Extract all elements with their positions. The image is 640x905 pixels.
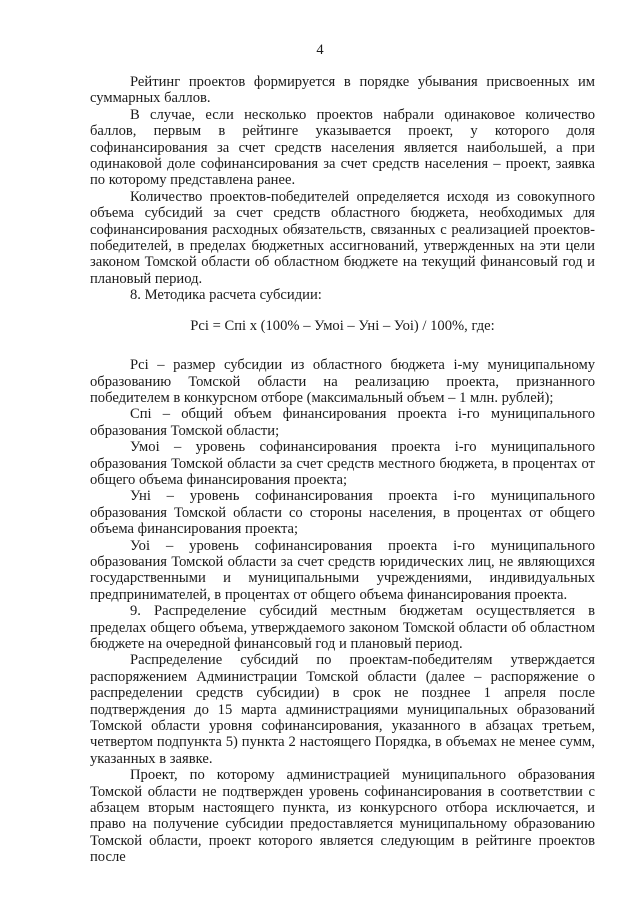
definition-uni: Унi – уровень софинансирования проекта i-го муниципального образования Томской области со стороны населения, в процентах от общего объема финансирования проекта; [90,488,595,538]
paragraph-project-exclusion: Проект, по которому администрацией муниципального образования Томской области не подтвержден уровень софинансирования в соответствии с абзацем вторым настоящего пункта, из конкурсного отбора исключается, и право на получение субсидии предоставляется муниципальному образованию Томской области, проект которого является следующим в рейтинге проектов после [90,767,595,866]
paragraph-rating-order: Рейтинг проектов формируется в порядке убывания присвоенных им суммарных баллов. [90,74,595,107]
definition-spi: Спi – общий объем финансирования проекта i-го муниципального образования Томской области; [90,406,595,439]
definition-rsi: Рсi – размер субсидии из областного бюджета i-му муниципальному образованию Томской области на реализацию проекта, признанного победителем в конкурсном отборе (максимальный объем – 1 млн. рублей); [90,357,595,406]
paragraph-distribution-order: Распределение субсидий по проектам-победителям утверждается распоряжением Администрации Томской области (далее – распоряжение о распределении средств субсидии) в срок не позднее 1 апреля после подтверждения до 15 марта администрациями муниципальных образований Томской области уровня софинансирования, указанного в абзацах третьем, четвертом подпункта 5) пункта 2 настоящего Порядка, в объемах не менее сумм, указанных в заявке. [90,652,595,767]
definition-umoi: Умоi – уровень софинансирования проекта i-го муниципального образования Томской области за счет средств местного бюджета, в процентах от общего объема финансирования проекта; [90,439,595,488]
page-number: 4 [316,42,324,58]
subsidy-formula: Рсi = Спi x (100% – Умоi – Унi – Уоi) / 100%, где: [190,317,495,334]
document-body [90,74,595,866]
paragraph-methodology-heading: 8. Методика расчета субсидии: [130,287,322,304]
paragraph-distribution-limits: 9. Распределение субсидий местным бюджетам осуществляется в пределах общего объема, утверждаемого законом Томской области об областном бюджете на очередной финансовый год и плановый период. [90,603,595,652]
paragraph-equal-score-rule: В случае, если несколько проектов набрали одинаковое количество баллов, первым в рейтинге указывается проект, у которого доля софинансирования за счет средств населения является наибольшей, а при одинаковой доле софинансирования за счет средств населения – проект, заявка по которому представлена ранее. [90,106,595,189]
definition-uoi: Уоi – уровень софинансирования проекта i-го муниципального образования Томской области за счет средств юридических лиц, не являющихся государственными и муниципальными учреждениями, индивидуальных предпринимателей, в процентах от общего объема финансирования проекта. [90,537,595,603]
paragraph-winners-count: Количество проектов-победителей определяется исходя из совокупного объема субсидий за счет средств областного бюджета, необходимых для софинансирования расходных обязательств, связанных с реализацией проектов-победителей, в пределах бюджетных ассигнований, утвержденных на эти цели законом Томской области об областном бюджете на текущий финансовый год и плановый период. [90,188,595,287]
